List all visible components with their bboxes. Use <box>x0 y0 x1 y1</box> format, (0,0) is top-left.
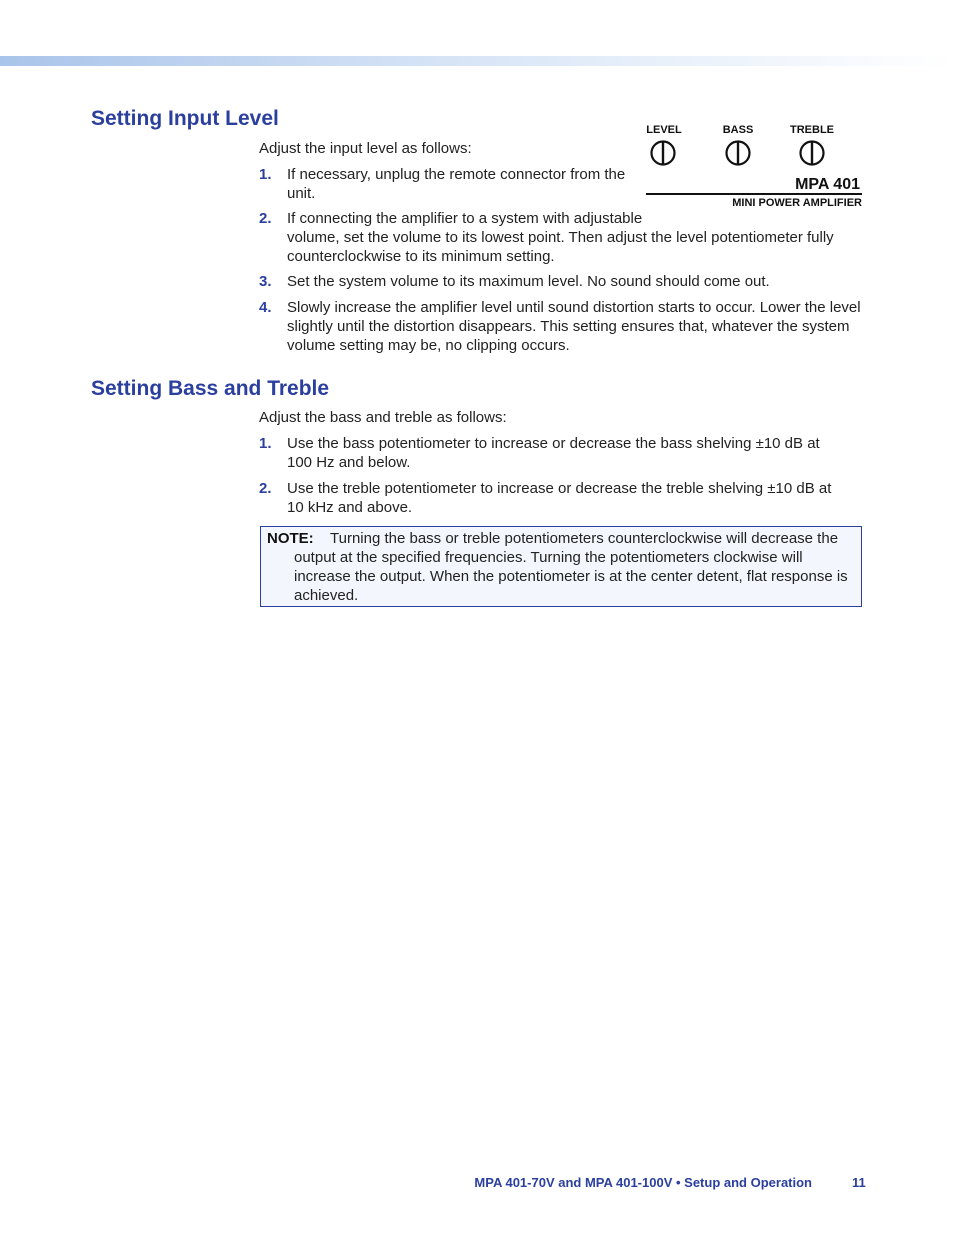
step-number: 4. <box>259 299 272 316</box>
section2-intro: Adjust the bass and treble as follows: <box>259 409 507 426</box>
model-name: MPA 401 <box>795 176 860 193</box>
step-number: 3. <box>259 273 272 290</box>
level-knob-icon <box>649 139 677 167</box>
treble-knob-icon <box>798 139 826 167</box>
section1-intro: Adjust the input level as follows: <box>259 140 472 157</box>
model-subtitle: MINI POWER AMPLIFIER <box>732 197 862 209</box>
panel-label-treble: TREBLE <box>790 124 834 136</box>
list-item <box>259 165 639 203</box>
step-text: Use the bass potentiometer to increase or decrease the bass shelving ±10 dB at 100 Hz and below. <box>287 435 820 471</box>
step-number: 2. <box>259 210 272 227</box>
list-item <box>259 298 869 355</box>
header-gradient-bar <box>0 56 954 66</box>
step-text: Slowly increase the amplifier level until sound distortion starts to occur. Lower the level slightly until the distortion disappears. This setting ensures that, whatever the system volume setting may be, no clipping occurs. <box>287 299 861 354</box>
note-text: Turning the bass or treble potentiometers counterclockwise will decrease the output at the specified frequencies. Turning the potentiometers clockwise will increase the output. When the potentiometer is at the center detent, flat response is achieved. <box>294 530 848 604</box>
step-text: If connecting the amplifier to a system with adjustable volume, set the volume to its lowest point. Then adjust the level potentiometer fully counterclockwise to its minimum setting. <box>287 210 834 265</box>
section-title-bass-treble: Setting Bass and Treble <box>91 377 330 400</box>
panel-label-bass: BASS <box>722 124 754 136</box>
panel-divider <box>646 193 862 195</box>
note-label: NOTE: <box>267 530 314 547</box>
section-title-input-level: Setting Input Level <box>91 107 279 130</box>
list-item <box>259 434 859 472</box>
bass-knob-icon <box>724 139 752 167</box>
step-number: 1. <box>259 166 272 183</box>
step-text: Set the system volume to its maximum level. No sound should come out. <box>287 273 770 290</box>
list-item <box>259 272 859 291</box>
page-number: 11 <box>852 1175 866 1190</box>
panel-label-level: LEVEL <box>646 124 682 136</box>
list-item <box>259 209 859 266</box>
list-item <box>259 479 859 517</box>
step-number: 2. <box>259 480 272 497</box>
step-number: 1. <box>259 435 272 452</box>
note-box <box>260 526 862 607</box>
step-text: If necessary, unplug the remote connector from the unit. <box>287 166 626 202</box>
footer-title: MPA 401-70V and MPA 401-100V • Setup and Operation <box>474 1175 812 1190</box>
step-text: Use the treble potentiometer to increase or decrease the treble shelving ±10 dB at 10 kHz and above. <box>287 480 832 516</box>
